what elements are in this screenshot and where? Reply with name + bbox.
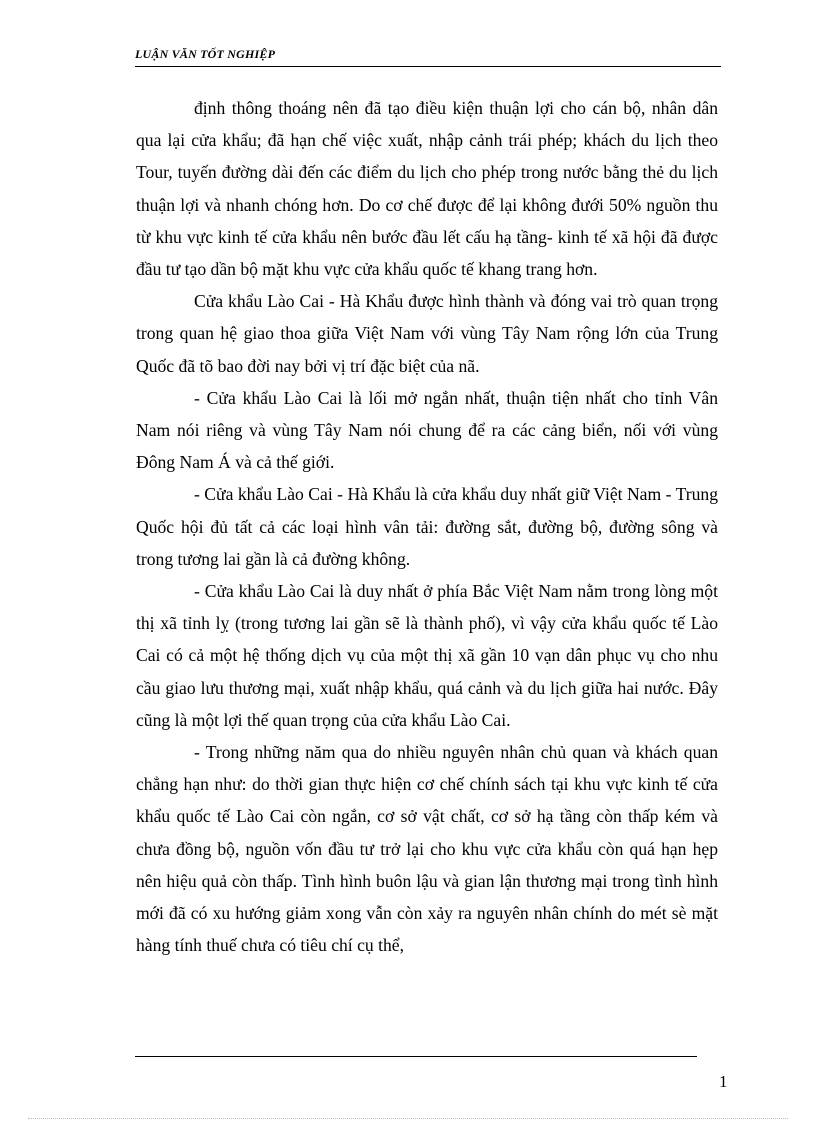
- paragraph: - Cửa khẩu Lào Cai là lối mở ngắn nhất, thuận tiện nhất cho tỉnh Vân Nam nói riêng và vùng Tây Nam nói chung để ra các cảng biển, nối với vùng Đông Nam Á và cả thế giới.: [136, 387, 718, 473]
- paragraph: Cửa khẩu Lào Cai - Hà Khẩu được hình thành và đóng vai trò quan trọng trong quan hệ giao thoa giữa Việt Nam với vùng Tây Nam rộng lớn của Trung Quốc đã tõ bao đời nay bởi vị trí đặc biệt của nã.: [136, 291, 718, 376]
- paragraph: - Cửa khẩu Lào Cai là duy nhất ở phía Bắc Việt Nam nằm trong lòng một thị xã tỉnh lỵ (trong tương lai gần sẽ là thành phố), vì vậy cửa khẩu quốc tế Lào Cai có cả một hệ thống dịch vụ của một thị xã gần 10 vạn dân phục vụ cho nhu cầu giao lưu thương mại, xuất nhập khẩu, quá cảnh và du lịch giữa hai nước. Đây cũng là một lợi thế quan trọng của cửa khẩu Lào Cai.: [136, 581, 718, 730]
- paragraph: - Cửa khẩu Lào Cai - Hà Khẩu là cửa khẩu duy nhất giữ Việt Nam - Trung Quốc hội đủ tất cả các loại hình vân tải: đường sắt, đường bộ, đường sông và trong tương lai gần là cả đường không.: [136, 484, 718, 569]
- paragraph: - Trong những năm qua do nhiều nguyên nhân chủ quan và khách quan chẳng hạn như: do thời gian thực hiện cơ chế chính sách tại khu vực kinh tế cửa khẩu quốc tế Lào Cai còn ngắn, cơ sở vật chất, cơ sở hạ tầng còn thấp kém và chưa đồng bộ, nguồn vốn đầu tư trở lại cho khu vực cửa khẩu còn quá hạn hẹp nên hiệu quả còn thấp. Tình hình buôn lậu và gian lận thương mại trong tình hình mới đã có xu hướng giảm xong vẫn còn xảy ra nguyên nhân chính do mét sè mặt hàng tính thuế chưa có tiêu chí cụ thể,: [136, 742, 718, 956]
- paragraph-continuation: định thông thoáng nên đã tạo điều kiện thuận lợi cho cán bộ, nhân dân qua lại cửa khẩu; đã hạn chế việc xuất, nhập cảnh trái phép; khách du lịch theo Tour, tuyến đường dài đến các điểm du lịch cho phép trong nước bằng thẻ du lịch thuận lợi và nhanh chóng hơn. Do cơ chế được để lại không đưới 50% nguồn thu từ khu vực kinh tế cửa khẩu nên bước đầu lết cấu hạ tầng- kinh tế xã hội đã được đầu tư tạo dần bộ mặt khu vực cửa khẩu quốc tế khang trang hơn.: [136, 98, 718, 280]
- body-text: [136, 92, 718, 961]
- running-header-title: LUẬN VĂN TỐT NGHIỆP: [135, 47, 276, 61]
- page-edge-dots: [28, 1118, 788, 1119]
- footer-rule: [135, 1056, 697, 1057]
- page-number: 1: [719, 1072, 728, 1091]
- header-rule: [135, 66, 721, 67]
